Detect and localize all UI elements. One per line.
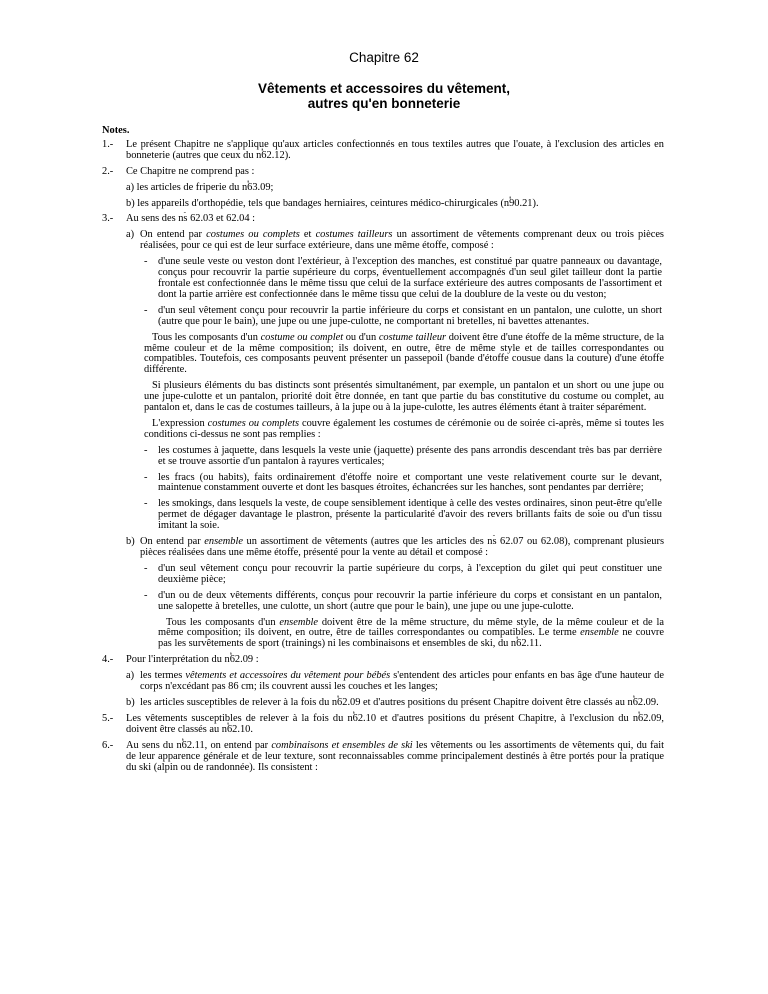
- text-run: les termes: [140, 670, 183, 682]
- item-label: a): [126, 229, 135, 241]
- dash-marker: -: [144, 562, 148, 574]
- text-run: s'entendent des articles pour enfants en bas âge d'une hauteur de corps n'excédant pas 86 cm; ils couvrent aussi les couches et les langes;: [140, 670, 664, 693]
- text-run: couvre également les costumes de cérémonie ou de soirée ci-après, même si toutes les conditions ci-dessus ne sont pas remplies :: [144, 417, 664, 440]
- text-run: ne couvre pas les survêtements de sport (trainings) ni les combinaisons et ensembles de ski, du nٝ62.11.: [158, 627, 664, 650]
- note-3-a-dash-3: [102, 446, 664, 468]
- text-run: ou d'un: [345, 331, 377, 343]
- dash-marker: -: [144, 444, 148, 456]
- note-3-a-dash-1: [102, 257, 664, 301]
- notes-body: [102, 126, 664, 778]
- note-4-item-a: [102, 671, 664, 693]
- text-run: Tous les composants d'un: [166, 616, 276, 628]
- dash-marker: -: [144, 256, 148, 268]
- text-run: les vêtements ou les assortiments de vêtements qui, du fait de leur apparence générale et de leur texture, sont reconnaissables comme principalement destinés à être portés pour la pratique du ski (alpin ou de randonnée). Ils consistent :: [126, 739, 664, 773]
- text-run: On entend par: [140, 229, 202, 241]
- note-number: 4.-: [102, 654, 114, 666]
- note-3: [102, 214, 664, 225]
- defined-term: vêtements et accessoires du vêtement pour bébés: [185, 670, 391, 682]
- defined-term: ensemble: [204, 536, 243, 548]
- note-text: Les vêtements susceptibles de relever à la fois du nٝ62.10 et d'autres positions du présent Chapitre, à l'exclusion du nٝ62.09, doivent être classés au nٝ62.10.: [126, 712, 664, 735]
- defined-term: ensemble: [279, 616, 319, 628]
- note-number: 3.-: [102, 213, 114, 225]
- text-run: On entend par: [140, 536, 201, 548]
- note-number: 5.-: [102, 712, 114, 724]
- note-text: Pour l'interprétation du nٝ62.09 :: [126, 654, 259, 666]
- note-1: [102, 140, 664, 162]
- defined-term: costume tailleur: [378, 331, 447, 343]
- note-4: [102, 655, 664, 666]
- chapter-title-line2: autres qu'en bonneterie: [307, 96, 461, 111]
- note-3-a-paragraph-3: [102, 419, 664, 441]
- note-3-a-dash-4: [102, 473, 664, 495]
- dash-text: d'un seul vêtement conçu pour recouvrir la partie inférieure du corps et consistant en un pantalon, une culotte, un short (autre que pour le bain), une jupe ou une jupe-culotte, ne comportant ni bretelles, ni bavettes attenantes.: [158, 304, 662, 327]
- text-run: les articles susceptibles de relever à la fois du nٝ62.09 et d'autres positions du présent Chapitre doivent être classés au nٝ62.09.: [140, 696, 659, 708]
- dash-text: d'une seule veste ou veston dont l'extérieur, à l'exception des manches, est constitué par quatre panneaux ou davantage, conçus pour recouvrir la partie supérieure du corps, éventuellement accompagnés d'un seul gilet tailleur dont la partie frontale est confectionnée dans le même tissu que celui de la surface extérieure des autres composants de l'assortiment et dont la partie arrière est confectionnée dans le même tissu que celui de la doublure de la veste ou du veston;: [158, 256, 662, 300]
- chapter-number: Chapitre 62: [349, 50, 419, 65]
- defined-term: combinaisons et ensembles de ski: [271, 739, 413, 751]
- dash-marker: -: [144, 498, 148, 510]
- note-3-b-dash-1: [102, 564, 664, 586]
- note-3-b-dash-2: [102, 591, 664, 613]
- chapter-title-line1: Vêtements et accessoires du vêtement,: [257, 81, 511, 96]
- note-4-item-b: [102, 698, 664, 709]
- defined-term: ensemble: [580, 627, 619, 639]
- dash-marker: -: [144, 304, 148, 316]
- dash-text: les fracs (ou habits), faits ordinairement d'étoffe noire et comportant une veste relativement courte sur le devant, maintenue constamment ouverte et dont les basques étroites, échancrées sur les hanches, sont pendantes par derrière;: [158, 471, 662, 494]
- dash-marker: -: [144, 589, 148, 601]
- text-run: un assortiment de vêtements (autres que les articles des nٙs 62.07 ou 62.08), comprenant plusieurs pièces réalisées dans une même étoffe, présenté pour la vente au détail et composé :: [140, 536, 664, 558]
- note-3-item-a: [102, 230, 664, 252]
- note-text: Au sens des nٙs 62.03 et 62.04 :: [126, 213, 256, 225]
- text-run: L'expression: [152, 417, 205, 429]
- notes-heading: Notes.: [102, 125, 130, 136]
- text-run: doivent être de la même structure, du même style, de la même couleur et de la même composition; ils doivent, en outre, être de tailles correspondantes ou compatibles. Le terme: [158, 616, 664, 639]
- dash-marker: -: [144, 471, 148, 483]
- note-2: [102, 167, 664, 178]
- note-number: 6.-: [102, 739, 114, 751]
- dash-text: les smokings, dans lesquels la veste, de coupe sensiblement identique à celle des vestes ordinaires, sinon peut-être qu'elle permet de dégager davantage le plastron, présente la particularité d'avoir des revers brillants faits de soie ou d'un tissu imitant la soie.: [158, 498, 662, 532]
- note-3-a-dash-5: [102, 499, 664, 532]
- text-run: et: [303, 229, 312, 241]
- text-run: doivent être d'une étoffe de la même structure, de la même couleur et de la même composition; ils doivent, en outre, être de même style et de tailles correspondantes ou compatibles. Toutefois, ces composants peuvent présenter un passepoil (bande d'étoffe cousue dans la couture) d'une étoffe différente.: [144, 331, 664, 376]
- item-label: b): [126, 696, 135, 708]
- defined-term: costume ou complet: [260, 331, 344, 343]
- note-3-a-paragraph-2: Si plusieurs éléments du bas distincts sont présentés simultanément, par exemple, un pantalon et un short ou une jupe ou une jupe-culotte et un pantalon, priorité doit être donnée, en tant que partie du bas constitutive du costume ou complet, au pantalon et, dans le cas de costumes tailleurs, à la jupe ou à la jupe-culotte, les autres éléments étant à traiter séparément.: [144, 380, 664, 414]
- note-3-a-dash-2: [102, 306, 664, 328]
- note-3-item-b: [102, 537, 664, 559]
- note-2-item-b: b) les appareils d'orthopédie, tels que bandages herniaires, ceintures médico-chirurgicales (nٝ90.21).: [126, 197, 539, 209]
- note-3-b-paragraph: [102, 618, 664, 651]
- defined-term: costumes ou complets: [206, 229, 300, 241]
- note-text: Ce Chapitre ne comprend pas :: [126, 165, 255, 177]
- defined-term: costumes ou complets: [207, 417, 299, 429]
- item-label: a): [126, 670, 135, 682]
- text-run: Tous les composants d'un: [152, 331, 258, 343]
- note-number: 2.-: [102, 165, 114, 177]
- note-number: 1.-: [102, 138, 114, 150]
- note-2-item-a: a) les articles de friperie du nٝ63.09;: [126, 181, 274, 193]
- dash-text: d'un ou de deux vêtements différents, conçus pour recouvrir la partie inférieure du corps et consistant en un pantalon, une salopette à bretelles, une culotte, un short (autre que pour le bain), une jupe ou une jupe-culotte.: [158, 589, 662, 612]
- note-6: [102, 741, 664, 774]
- text-run: un assortiment de vêtements comprenant deux ou trois pièces réalisées, pour ce qui est de leur surface extérieure, dans une même étoffe, composé :: [140, 229, 664, 252]
- dash-text: d'un seul vêtement conçu pour recouvrir la partie supérieure du corps, à l'exception du gilet qui peut constituer une deuxième pièce;: [158, 562, 662, 585]
- defined-term: costumes tailleurs: [315, 229, 393, 241]
- chapter-title: [0, 81, 768, 111]
- dash-text: les costumes à jaquette, dans lesquels la veste unie (jaquette) présente des pans arrondis descendant très bas par derrière et se trouve assortie d'un pantalon à rayures verticales;: [158, 444, 662, 467]
- item-label: b): [126, 536, 135, 548]
- note-5: [102, 714, 664, 736]
- text-run: Au sens du nٝ62.11, on entend par: [126, 739, 269, 751]
- note-text: Le présent Chapitre ne s'applique qu'aux articles confectionnés en tous textiles autres que l'ouate, à l'exclusion des articles en bonneterie (autres que ceux du nٝ62.12).: [126, 138, 664, 161]
- note-3-a-paragraph-1: [102, 333, 664, 377]
